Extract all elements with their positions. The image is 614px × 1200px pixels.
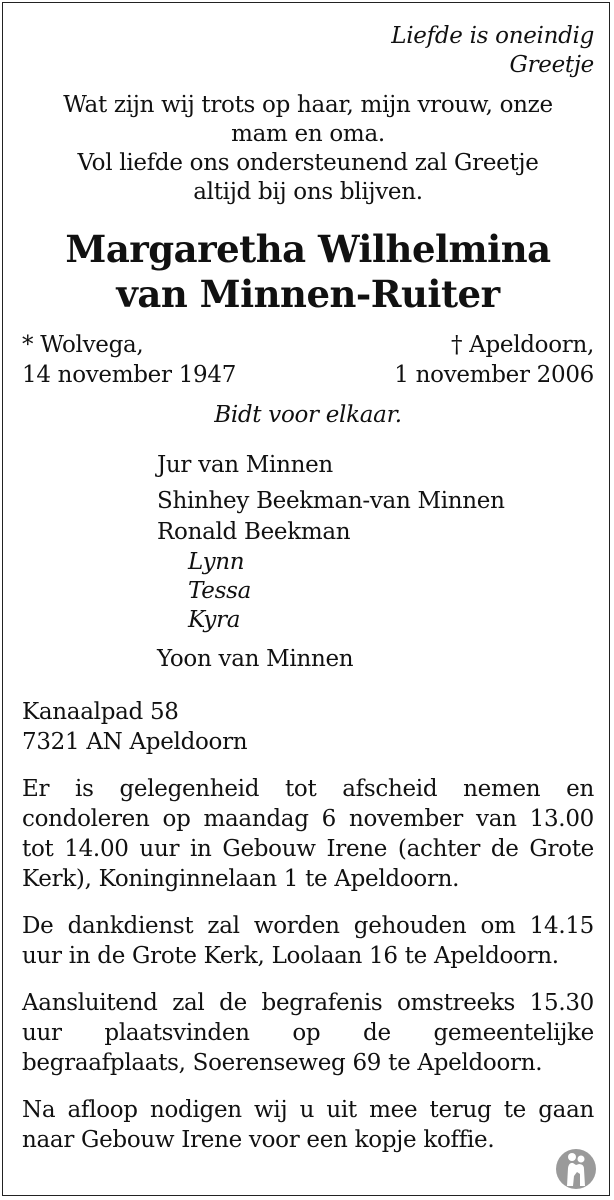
death-date: 1 november 2006	[394, 362, 594, 388]
service-paragraph: De dankdienst zal worden gehouden om 14.15 uur in de Grote Kerk, Loolaan 16 te Apeldoorn.	[22, 913, 594, 969]
intro-line: Vol liefde ons ondersteunend zal Greetje	[77, 150, 539, 176]
motto	[22, 22, 594, 80]
grandchild: Tessa	[188, 578, 251, 604]
birth-info	[22, 330, 236, 390]
family-member-daughter: Shinhey Beekman-van Minnen	[157, 488, 505, 514]
invitation-paragraph: Na afloop nodigen wij u uit mee terug te gaan naar Gebouw Irene voor een kopje koffie.	[22, 1097, 594, 1153]
prayer-line: Bidt voor elkaar.	[214, 402, 402, 428]
family-member-son: Yoon van Minnen	[157, 646, 354, 672]
deceased-given-names: Margaretha Wilhelmina	[65, 227, 551, 271]
family-list	[157, 450, 594, 675]
life-dates	[22, 330, 594, 390]
intro-line: mam en oma.	[231, 121, 385, 147]
deceased-name	[22, 227, 594, 317]
motto-line: Liefde is oneindig	[391, 23, 594, 49]
family-member-son-in-law: Ronald Beekman	[157, 519, 351, 545]
motto-signature: Greetje	[509, 52, 594, 78]
birth-place: * Wolvega,	[22, 332, 144, 358]
birth-date: 14 november 1947	[22, 362, 237, 388]
deceased-surname: van Minnen-Ruiter	[116, 272, 500, 316]
farewell-paragraph: Er is gelegenheid tot afscheid nemen en condoleren op maandag 6 november van 13.00 tot 14.00 uur in Gebouw Irene (achter de Grote Kerk), Koninginnelaan 1 te Apeldoorn.	[22, 776, 594, 892]
burial-paragraph: Aansluitend zal de begrafenis omstreeks 15.30 uur plaatsvinden op de gemeentelijke begraafplaats, Soerenseweg 69 te Apeldoorn.	[22, 990, 594, 1076]
address-street: Kanaalpad 58	[22, 699, 179, 725]
death-place: † Apeldoorn,	[450, 332, 594, 358]
intro-text	[22, 91, 594, 207]
address-city: 7321 AN Apeldoorn	[22, 729, 248, 755]
publisher-logo-icon	[555, 1146, 597, 1192]
obituary-notice	[22, 22, 594, 1155]
grandchild: Lynn	[188, 549, 245, 575]
death-info	[394, 330, 594, 390]
grandchild: Kyra	[188, 607, 241, 633]
family-member-husband: Jur van Minnen	[157, 452, 333, 478]
intro-line: Wat zijn wij trots op haar, mijn vrouw, onze	[63, 92, 553, 118]
intro-line: altijd bij ons blijven.	[193, 179, 423, 205]
home-address	[22, 697, 594, 757]
